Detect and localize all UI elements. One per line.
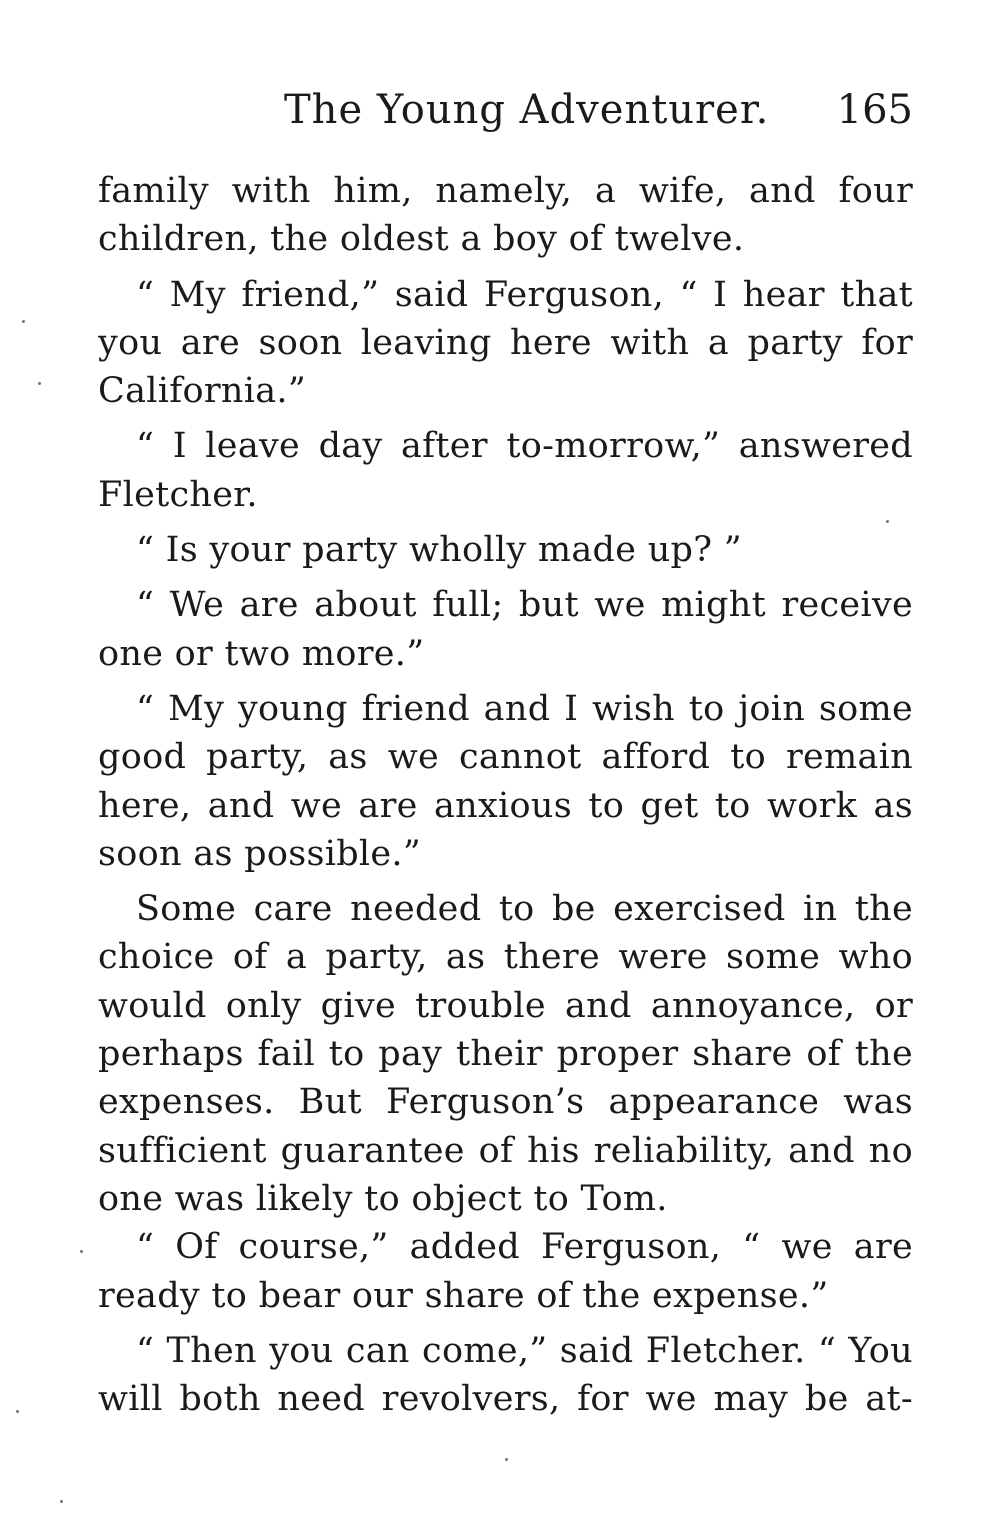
text-line: good party, as we cannot afford to remain xyxy=(98,737,913,778)
text-line: would only give trouble and annoyance, or xyxy=(98,985,913,1026)
text-line: one was likely to object to Tom. xyxy=(98,1178,668,1219)
paragraph xyxy=(98,167,913,264)
text-line: sufficient guarantee of his reliability, and no xyxy=(98,1130,913,1171)
paragraph xyxy=(98,685,913,878)
text-line: you are soon leaving here with a party for xyxy=(98,322,913,363)
paragraph xyxy=(98,581,913,678)
scan-speck xyxy=(60,1500,63,1503)
text-line: children, the oldest a boy of twelve. xyxy=(98,219,745,260)
scan-speck xyxy=(16,1410,19,1413)
paragraph xyxy=(98,1223,913,1320)
running-head xyxy=(98,80,913,140)
paragraph xyxy=(98,1327,913,1424)
text-line: choice of a party, as there were some who xyxy=(98,937,913,978)
text-line: “ Then you can come,” said Fletcher. “ You xyxy=(136,1330,913,1371)
text-line: Fletcher. xyxy=(98,474,258,515)
text-line: will both need revolvers, for we may be at- xyxy=(98,1379,913,1420)
text-line: “ My friend,” said Ferguson, “ I hear that xyxy=(136,274,913,315)
scan-speck xyxy=(22,320,25,323)
page-number: 165 xyxy=(836,87,913,133)
running-title: The Young Adventurer. xyxy=(284,87,770,133)
scan-speck xyxy=(505,1458,508,1461)
paragraph xyxy=(98,526,913,574)
text-line: “ Is your party wholly made up? ” xyxy=(136,530,742,571)
text-line: “ I leave day after to-morrow,” answered xyxy=(136,426,913,467)
text-line: perhaps fail to pay their proper share of the xyxy=(98,1034,913,1075)
text-line: California.” xyxy=(98,371,307,412)
scan-speck xyxy=(80,1250,83,1253)
text-line: family with him, namely, a wife, and four xyxy=(98,171,913,211)
scan-speck xyxy=(38,382,41,385)
text-line: “ Of course,” added Ferguson, “ we are xyxy=(136,1227,913,1268)
text-line: ready to bear our share of the expense.” xyxy=(98,1275,829,1316)
body-text xyxy=(98,167,913,1423)
text-line: expenses. But Ferguson’s appearance was xyxy=(98,1082,913,1123)
text-line: here, and we are anxious to get to work as xyxy=(98,785,913,826)
paragraph xyxy=(98,422,913,519)
text-line: Some care needed to be exercised in the xyxy=(136,889,913,930)
scan-speck xyxy=(886,520,889,523)
text-line: “ We are about full; but we might receive xyxy=(136,585,913,626)
paragraph xyxy=(98,885,913,1223)
text-line: one or two more.” xyxy=(98,633,425,674)
paragraph xyxy=(98,271,913,416)
text-line: soon as possible.” xyxy=(98,833,422,874)
text-line: “ My young friend and I wish to join some xyxy=(136,688,913,729)
